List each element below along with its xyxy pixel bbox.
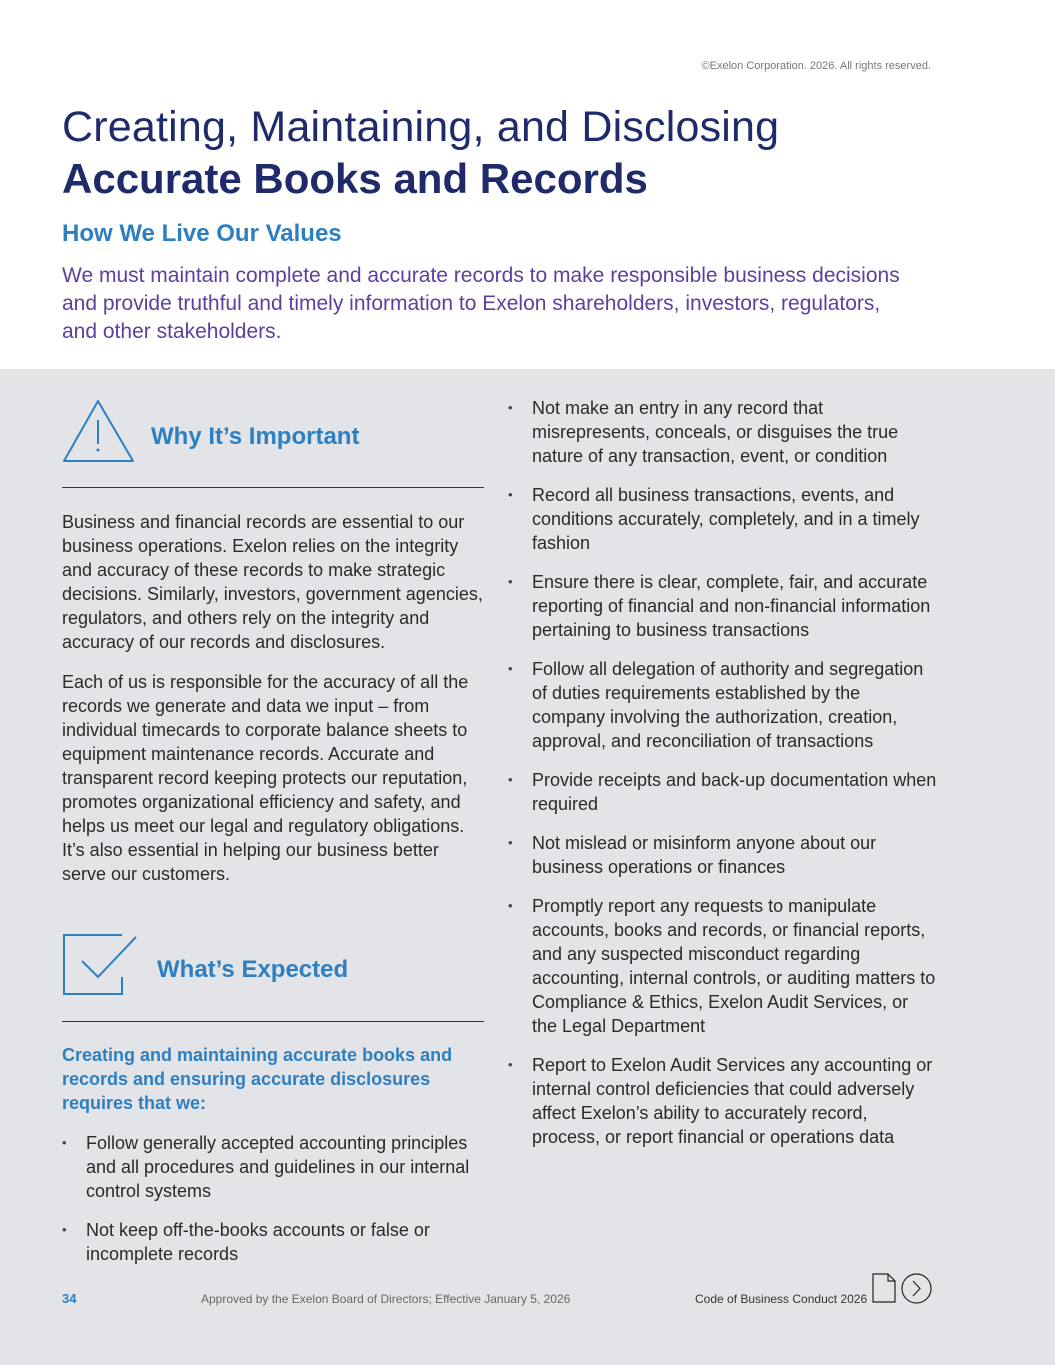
why-important-body: [62, 510, 484, 902]
chevron-right-circle-icon[interactable]: [901, 1273, 932, 1309]
page-number: 34: [62, 1291, 77, 1306]
list-item: • Follow all delegation of authority and segregation of duties requirements established by the company involving the authorization, creation, approval, and reconciliation of transactions: [508, 657, 938, 753]
right-bullet-list: [508, 396, 938, 1164]
copyright-notice: ©Exelon Corporation. 2026. All rights reserved.: [701, 60, 931, 72]
why-important-paragraph: Business and financial records are essential to our business operations. Exelon relies on the integrity and accuracy of these records to make strategic decisions. Similarly, investors, government agencies, regulators, and others rely on the integrity and accuracy of our records and disclosures.: [62, 512, 483, 652]
list-item: • Ensure there is clear, complete, fair, and accurate reporting of financial and non-financial information pertaining to business transactions: [508, 570, 938, 642]
why-important-paragraph: Each of us is responsible for the accuracy of all the records we generate and data we input – from individual timecards to corporate balance sheets to equipment maintenance records. Accurate and transparent record keeping protects our reputation, promotes organizational efficiency and safety, and helps us meet our legal and regulatory obligations. It’s also essential in helping our business better serve our customers.: [62, 672, 469, 884]
left-bullet-list: [62, 1131, 487, 1281]
list-item: • Report to Exelon Audit Services any accounting or internal control deficiencies that could adversely affect Exelon’s ability to accurately record, process, or report financial or operations data: [508, 1053, 938, 1149]
whats-expected-header: [62, 933, 484, 1022]
list-item: • Not keep off-the-books accounts or false or incomplete records: [62, 1218, 487, 1266]
page-title-line1: Creating, Maintaining, and Disclosing: [62, 103, 780, 151]
whats-expected-intro: Creating and maintaining accurate books and records and ensuring accurate disclosures requires that we:: [62, 1045, 453, 1113]
document-icon[interactable]: [872, 1273, 896, 1308]
why-important-header: [62, 398, 484, 488]
list-item: • Follow generally accepted accounting principles and all procedures and guidelines in our internal control systems: [62, 1131, 487, 1203]
list-item: • Not mislead or misinform anyone about our business operations or finances: [508, 831, 938, 879]
list-item: • Provide receipts and back-up documentation when required: [508, 768, 938, 816]
list-item: • Promptly report any requests to manipulate accounts, books and records, or financial reports, and any suspected misconduct regarding accounting, internal controls, or auditing matters to Compliance & Ethics, Exelon Audit Services, or the Legal Department: [508, 894, 938, 1038]
whats-expected-heading: What’s Expected: [157, 956, 349, 983]
why-important-heading: Why It’s Important: [151, 423, 360, 450]
values-heading: How We Live Our Values: [62, 220, 342, 247]
checkbox-icon: [62, 933, 138, 1002]
warning-icon: [62, 398, 136, 469]
page-title-line2: Accurate Books and Records: [62, 155, 648, 202]
document-title: Code of Business Conduct 2026: [695, 1292, 868, 1306]
intro-statement: We must maintain complete and accurate records to make responsible business decisions and provide truthful and timely information to Exelon shareholders, investors, regulators, and other stakeholders.: [62, 264, 900, 343]
approval-note: Approved by the Exelon Board of Directors; Effective January 5, 2026: [201, 1292, 571, 1306]
list-item: • Record all business transactions, events, and conditions accurately, completely, and in a timely fashion: [508, 483, 938, 555]
list-item: • Not make an entry in any record that misrepresents, conceals, or disguises the true nature of any transaction, event, or condition: [508, 396, 938, 468]
